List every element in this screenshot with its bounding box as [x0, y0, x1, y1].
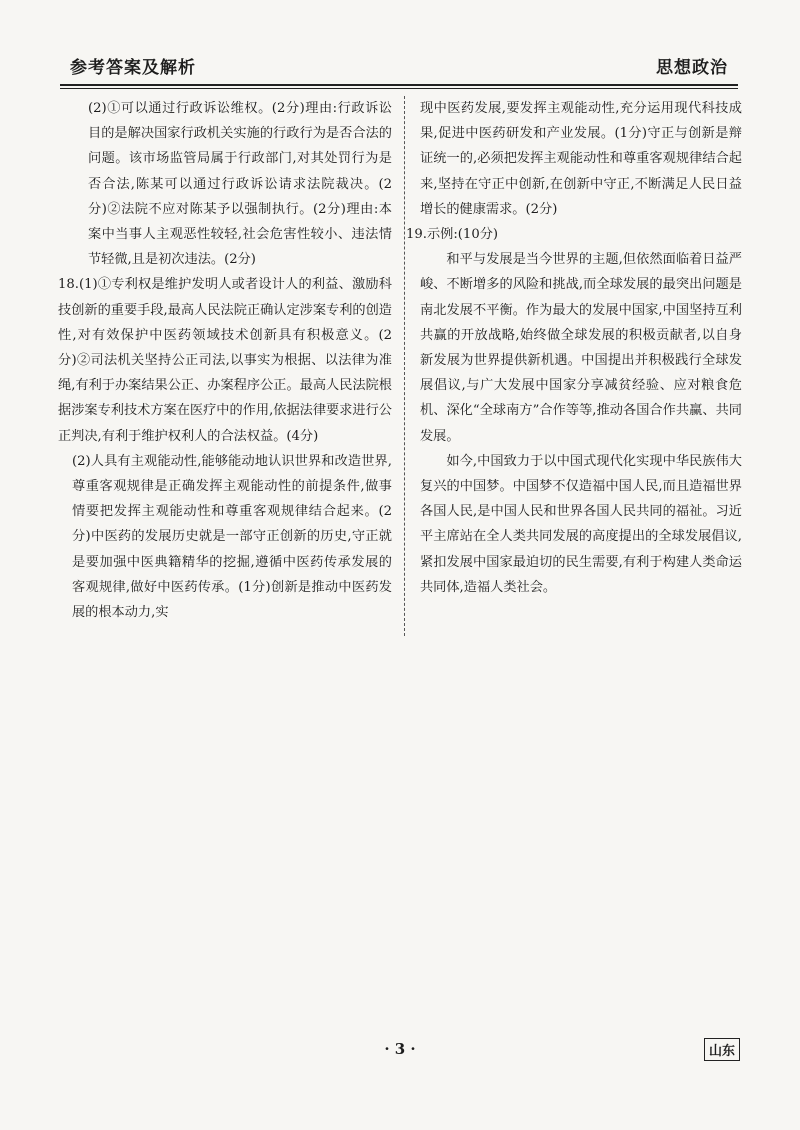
region-badge: 山东 [704, 1038, 740, 1061]
q18 [58, 272, 392, 448]
header-title-right: 思想政治 [656, 58, 728, 78]
q18-number: 18. [58, 277, 79, 293]
page-number: · 3 · [384, 1040, 416, 1058]
left-column [58, 96, 392, 625]
q18-part1: (1)①专利权是维护发明人或者设计人的利益、激励科技创新的重要手段,最高人民法院正确认定涉案专利的创造性,对有效保护中医药领域技术创新具有积极意义。(2分)②司法机关坚持公正司法,以事实为根据、以法律为准绳,有利于办案结果公正、办案程序公正。最高人民法院根据涉案专利技术方案在医疗中的作用,依据法律要求进行公正判决,有利于维护权利人的合法权益。(4分) [58, 277, 392, 444]
q17-part2: (2)①可以通过行政诉讼维权。(2分)理由:行政诉讼目的是解决国家行政机关实施的行政行为是否合法的问题。该市场监管局属于行政部门,对其处罚行为是否合法,陈某可以通过行政诉讼请求法院裁决。(2分)②法院不应对陈某予以强制执行。(2分)理由:本案中当事人主观恶性较轻,社会危害性较小、违法情节轻微,且是初次违法。(2分) [88, 101, 392, 268]
q19-paragraph-2: 如今,中国致力于以中国式现代化实现中华民族伟大复兴的中国梦。中国梦不仅造福中国人民,而且造福世界各国人民,是中国人民和世界各国人民共同的福祉。习近平主席站在全人类共同发展的高度提出的全球发展倡议,紧扣发展中国家最迫切的民生需要,有利于构建人类命运共同体,造福人类社会。 [420, 453, 742, 595]
right-column [406, 96, 742, 600]
page-header [60, 50, 738, 86]
q18-continuation: 现中医药发展,要发挥主观能动性,充分运用现代科技成果,促进中医药研发和产业发展。(1分)守正与创新是辩证统一的,必须把发挥主观能动性和尊重客观规律结合起来,坚持在守正中创新,在创新中守正,不断满足人民日益增长的健康需求。(2分) [420, 101, 742, 217]
column-divider [404, 96, 405, 636]
q19-essay [420, 247, 742, 600]
q19-paragraph-1: 和平与发展是当今世界的主题,但依然面临着日益严峻、不断增多的风险和挑战,而全球发展的最突出问题是南北发展不平衡。作为最大的发展中国家,中国坚持互利共赢的开放战略,始终做全球发展的积极贡献者,以自身新发展为世界提供新机遇。中国提出并积极践行全球发展倡议,与广大发展中国家分享减贫经验、应对粮食危机、深化“全球南方”合作等等,推动各国合作共赢、共同发展。 [420, 252, 742, 444]
q19-label: 19.示例:(10分) [406, 227, 499, 243]
q18-part2: (2)人具有主观能动性,能够能动地认识世界和改造世界,尊重客观规律是正确发挥主观能动性的前提条件,做事情要把发挥主观能动性和尊重客观规律结合起来。(2分)中医药的发展历史就是一部守正创新的历史,守正就是要加强中医典籍精华的挖掘,遵循中医药传承发展的客观规律,做好中医药传承。(1分)创新是推动中医药发展的根本动力,实 [72, 453, 392, 621]
header-title-left: 参考答案及解析 [70, 58, 196, 78]
